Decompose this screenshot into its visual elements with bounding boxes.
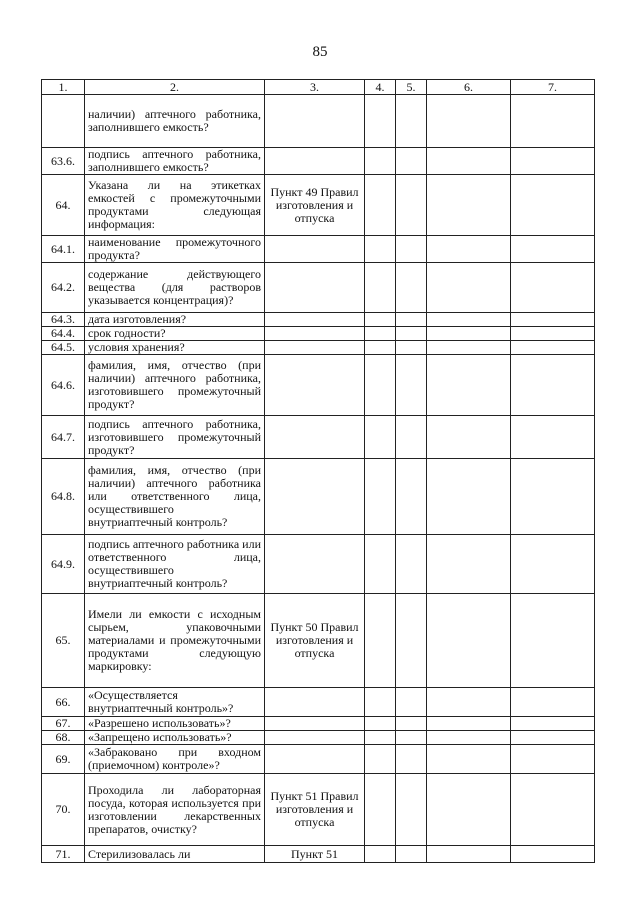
row-cell-7 bbox=[511, 745, 595, 774]
row-number: 67. bbox=[42, 717, 85, 731]
row-question: наличии) аптечного работника, заполнившего емкость? bbox=[85, 95, 265, 148]
row-number: 63.6. bbox=[42, 148, 85, 175]
row-cell-6 bbox=[427, 688, 511, 717]
row-cell-6 bbox=[427, 594, 511, 688]
column-header: 6. bbox=[427, 80, 511, 95]
row-cell-5 bbox=[396, 327, 427, 341]
table-row bbox=[42, 95, 595, 148]
row-reference bbox=[265, 313, 365, 327]
row-cell-5 bbox=[396, 263, 427, 313]
row-cell-5 bbox=[396, 594, 427, 688]
row-cell-5 bbox=[396, 731, 427, 745]
row-question: «Осуществляется внутриаптечный контроль»? bbox=[85, 688, 265, 717]
row-cell-6 bbox=[427, 717, 511, 731]
row-question: дата изготовления? bbox=[85, 313, 265, 327]
row-cell-7 bbox=[511, 717, 595, 731]
column-header: 4. bbox=[365, 80, 396, 95]
row-cell-7 bbox=[511, 341, 595, 355]
row-cell-4 bbox=[365, 175, 396, 236]
row-cell-7 bbox=[511, 355, 595, 416]
row-question: наименование промежуточного продукта? bbox=[85, 236, 265, 263]
row-question: «Разрешено использовать»? bbox=[85, 717, 265, 731]
row-cell-7 bbox=[511, 236, 595, 263]
row-cell-6 bbox=[427, 313, 511, 327]
row-question: «Запрещено использовать»? bbox=[85, 731, 265, 745]
column-header: 1. bbox=[42, 80, 85, 95]
row-cell-7 bbox=[511, 95, 595, 148]
row-cell-5 bbox=[396, 745, 427, 774]
row-number: 71. bbox=[42, 846, 85, 863]
row-reference bbox=[265, 717, 365, 731]
row-question: содержание действующего вещества (для растворов указывается концентрация)? bbox=[85, 263, 265, 313]
row-cell-7 bbox=[511, 594, 595, 688]
row-number: 68. bbox=[42, 731, 85, 745]
row-number: 64. bbox=[42, 175, 85, 236]
row-cell-5 bbox=[396, 148, 427, 175]
row-question: подпись аптечного работника или ответственного лица, осуществившего внутриаптечный контроль? bbox=[85, 535, 265, 594]
row-cell-4 bbox=[365, 459, 396, 535]
row-cell-7 bbox=[511, 148, 595, 175]
row-reference bbox=[265, 535, 365, 594]
table-row bbox=[42, 717, 595, 731]
row-cell-6 bbox=[427, 263, 511, 313]
row-cell-4 bbox=[365, 846, 396, 863]
column-header: 5. bbox=[396, 80, 427, 95]
table-row bbox=[42, 774, 595, 846]
row-cell-4 bbox=[365, 236, 396, 263]
row-reference: Пункт 49 Правил изготовления и отпуска bbox=[265, 175, 365, 236]
row-cell-4 bbox=[365, 416, 396, 459]
row-question: условия хранения? bbox=[85, 341, 265, 355]
row-cell-6 bbox=[427, 416, 511, 459]
row-cell-5 bbox=[396, 717, 427, 731]
row-cell-6 bbox=[427, 236, 511, 263]
table-row bbox=[42, 175, 595, 236]
row-reference bbox=[265, 355, 365, 416]
column-header: 7. bbox=[511, 80, 595, 95]
row-question: Стерилизовалась ли bbox=[85, 846, 265, 863]
row-cell-4 bbox=[365, 313, 396, 327]
row-reference bbox=[265, 731, 365, 745]
row-reference bbox=[265, 745, 365, 774]
row-cell-5 bbox=[396, 846, 427, 863]
row-question: подпись аптечного работника, заполнившего емкость? bbox=[85, 148, 265, 175]
row-cell-4 bbox=[365, 535, 396, 594]
row-reference bbox=[265, 327, 365, 341]
page-number: 85 bbox=[312, 44, 328, 60]
table-row bbox=[42, 236, 595, 263]
row-number: 64.1. bbox=[42, 236, 85, 263]
row-cell-4 bbox=[365, 717, 396, 731]
row-reference bbox=[265, 236, 365, 263]
row-reference: Пункт 51 bbox=[265, 846, 365, 863]
row-question: фамилия, имя, отчество (при наличии) аптечного работника или ответственного лица, осуществившего внутриаптечный контроль? bbox=[85, 459, 265, 535]
row-cell-6 bbox=[427, 341, 511, 355]
row-cell-7 bbox=[511, 774, 595, 846]
row-cell-7 bbox=[511, 313, 595, 327]
row-number: 64.2. bbox=[42, 263, 85, 313]
row-cell-6 bbox=[427, 327, 511, 341]
row-cell-4 bbox=[365, 327, 396, 341]
row-cell-6 bbox=[427, 846, 511, 863]
row-cell-7 bbox=[511, 731, 595, 745]
table-row bbox=[42, 148, 595, 175]
table-row bbox=[42, 327, 595, 341]
row-reference bbox=[265, 95, 365, 148]
row-cell-4 bbox=[365, 688, 396, 717]
row-cell-4 bbox=[365, 594, 396, 688]
row-cell-4 bbox=[365, 95, 396, 148]
row-cell-4 bbox=[365, 355, 396, 416]
row-reference bbox=[265, 148, 365, 175]
row-number: 65. bbox=[42, 594, 85, 688]
table-row bbox=[42, 263, 595, 313]
row-number: 64.8. bbox=[42, 459, 85, 535]
row-cell-5 bbox=[396, 175, 427, 236]
table-row bbox=[42, 535, 595, 594]
row-number: 64.9. bbox=[42, 535, 85, 594]
row-cell-6 bbox=[427, 774, 511, 846]
row-cell-6 bbox=[427, 535, 511, 594]
row-cell-7 bbox=[511, 535, 595, 594]
row-cell-6 bbox=[427, 175, 511, 236]
row-number: 69. bbox=[42, 745, 85, 774]
table-row bbox=[42, 313, 595, 327]
row-cell-5 bbox=[396, 774, 427, 846]
row-cell-5 bbox=[396, 355, 427, 416]
row-question: Имели ли емкости с исходным сырьем, упаковочными материалами и промежуточными продуктами следующую маркировку: bbox=[85, 594, 265, 688]
row-cell-5 bbox=[396, 459, 427, 535]
row-cell-7 bbox=[511, 846, 595, 863]
column-header: 2. bbox=[85, 80, 265, 95]
checklist-table bbox=[41, 79, 595, 863]
row-cell-7 bbox=[511, 327, 595, 341]
row-cell-5 bbox=[396, 688, 427, 717]
row-cell-6 bbox=[427, 148, 511, 175]
row-question: Проходила ли лабораторная посуда, которая используется при изготовлении лекарственных препаратов, очистку? bbox=[85, 774, 265, 846]
row-number: 64.5. bbox=[42, 341, 85, 355]
row-cell-6 bbox=[427, 745, 511, 774]
row-cell-6 bbox=[427, 95, 511, 148]
row-cell-4 bbox=[365, 341, 396, 355]
row-cell-7 bbox=[511, 263, 595, 313]
column-header: 3. bbox=[265, 80, 365, 95]
row-cell-5 bbox=[396, 236, 427, 263]
row-number: 64.6. bbox=[42, 355, 85, 416]
row-cell-4 bbox=[365, 263, 396, 313]
table-row bbox=[42, 594, 595, 688]
row-cell-4 bbox=[365, 731, 396, 745]
row-number: 64.4. bbox=[42, 327, 85, 341]
table-row bbox=[42, 731, 595, 745]
row-cell-4 bbox=[365, 148, 396, 175]
row-question: подпись аптечного работника, изготовившего промежуточный продукт? bbox=[85, 416, 265, 459]
table-row bbox=[42, 355, 595, 416]
row-cell-5 bbox=[396, 95, 427, 148]
row-number: 70. bbox=[42, 774, 85, 846]
row-cell-5 bbox=[396, 535, 427, 594]
row-number: 64.7. bbox=[42, 416, 85, 459]
row-reference: Пункт 51 Правил изготовления и отпуска bbox=[265, 774, 365, 846]
row-cell-5 bbox=[396, 313, 427, 327]
row-reference bbox=[265, 688, 365, 717]
row-cell-7 bbox=[511, 459, 595, 535]
row-question: «Забраковано при входном (приемочном) контроле»? bbox=[85, 745, 265, 774]
row-cell-6 bbox=[427, 459, 511, 535]
row-number bbox=[42, 95, 85, 148]
row-cell-5 bbox=[396, 416, 427, 459]
row-question: срок годности? bbox=[85, 327, 265, 341]
row-cell-6 bbox=[427, 355, 511, 416]
row-reference bbox=[265, 263, 365, 313]
row-reference bbox=[265, 416, 365, 459]
row-reference: Пункт 50 Правил изготовления и отпуска bbox=[265, 594, 365, 688]
row-cell-6 bbox=[427, 731, 511, 745]
table-header-row bbox=[42, 80, 595, 95]
row-number: 64.3. bbox=[42, 313, 85, 327]
table-row bbox=[42, 745, 595, 774]
row-cell-7 bbox=[511, 175, 595, 236]
row-question: фамилия, имя, отчество (при наличии) аптечного работника, изготовившего промежуточный продукт? bbox=[85, 355, 265, 416]
row-cell-4 bbox=[365, 745, 396, 774]
table-row bbox=[42, 416, 595, 459]
row-question: Указана ли на этикетках емкостей с промежуточными продуктами следующая информация: bbox=[85, 175, 265, 236]
table-row bbox=[42, 341, 595, 355]
row-reference bbox=[265, 341, 365, 355]
row-cell-7 bbox=[511, 688, 595, 717]
row-cell-5 bbox=[396, 341, 427, 355]
table-row bbox=[42, 459, 595, 535]
row-cell-4 bbox=[365, 774, 396, 846]
row-number: 66. bbox=[42, 688, 85, 717]
table-row bbox=[42, 688, 595, 717]
table-row bbox=[42, 846, 595, 863]
row-cell-7 bbox=[511, 416, 595, 459]
row-reference bbox=[265, 459, 365, 535]
